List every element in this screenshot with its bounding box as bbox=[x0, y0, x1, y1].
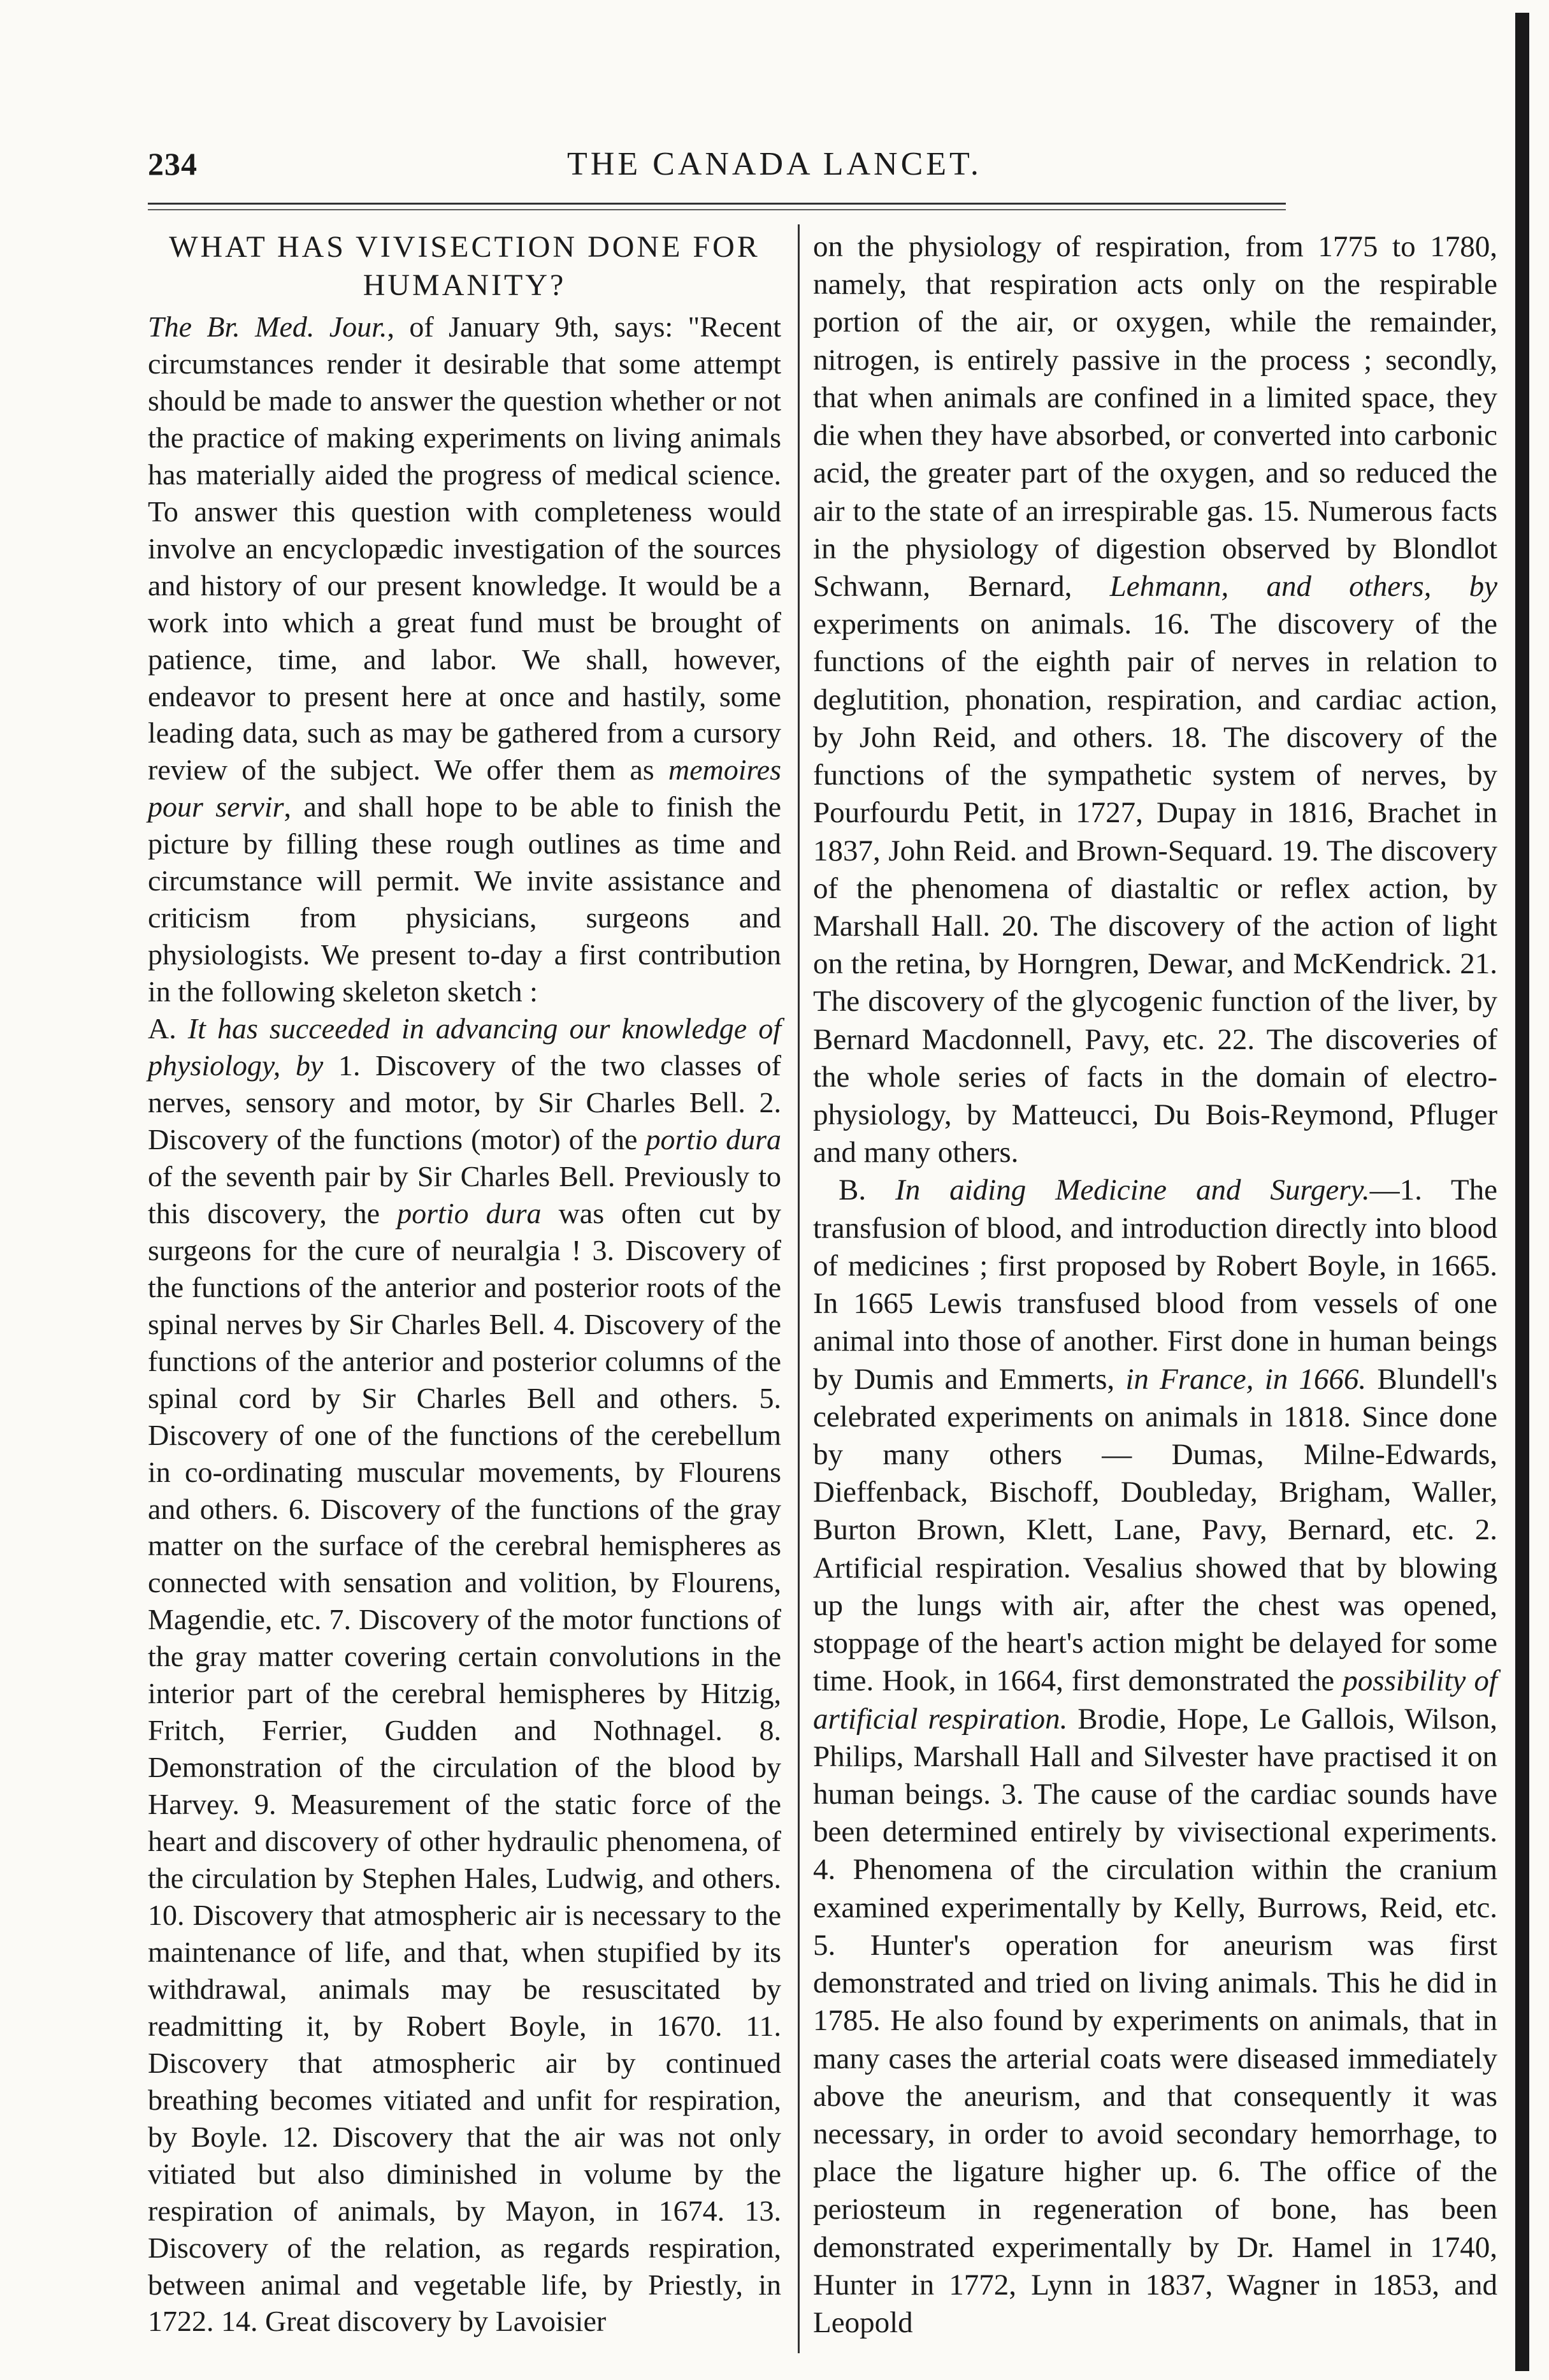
section-a-text: 1. Discovery of the two classes of nerves, sensory and motor, by Sir Charles Bell. 2. Discovery of the functions (motor) of the bbox=[148, 1049, 781, 1156]
section-a-cont-text: on the physiology of respiration, from 1775 to 1780, namely, that respiration acts only on the respirable portion of the air, or oxygen, while the remainder, nitrogen, is entirely passive in the process ; secondly, that when animals are confined in a limited space, they die when they have absorbed, or converted into carbonic acid, the greater part of the oxygen, and so reduced the air to the state of an irrespirable gas. 15. Numerous facts in the physiology of digestion observed by Blondlot Schwann, Bernard, bbox=[813, 230, 1497, 603]
running-head: THE CANADA LANCET. bbox=[567, 146, 982, 182]
section-a-cont-text-2: experiments on animals. 16. The discovery of the functions of the eighth pair of nerves in relation to deglutition, phonation, respiration, and cardiac action, by John Reid, and others. 18. The discovery of the functions of the sympathetic system of nerves, by Pourfourdu Petit, in 1727, Dupay in 1816, Brachet in 1837, John Reid. and Brown-Sequard. 19. The discovery of the phenomena of diastaltic or reflex action, by Marshall Hall. 20. The discovery of the action of light on the retina, by Horngren, Dewar, and McKendrick. 21. The discovery of the glycogenic function of the liver, by Bernard Macdonnell, Pavy, etc. 22. The discoveries of the whole series of facts in the domain of electro-physiology, by Matteucci, Du Bois-Reymond, Pfluger and many others. bbox=[813, 607, 1497, 1170]
portio-dura-term: portio dura bbox=[645, 1122, 781, 1156]
portio-dura-term-2: portio dura bbox=[397, 1196, 542, 1230]
lehmann-italic: Lehmann, and others, by bbox=[1109, 569, 1497, 603]
article-title: WHAT HAS VIVISECTION DONE FOR HUMANITY? bbox=[169, 230, 760, 302]
column-divider bbox=[798, 224, 800, 2353]
section-a-text-2: of the seventh pair by Sir Charles Bell. Previously to this discovery, the bbox=[148, 1159, 781, 1230]
article-intro bbox=[148, 308, 781, 1010]
section-b-text-2: Blundell's celebrated experiments on animals in 1818. Since done by many others — Dumas, Milne-Edwards, Dieffenback, Bischoff, Doubleday, Brigham, Waller, Burton Brown, Klett, Lane, Pavy, Bernard, etc. 2. Artificial respiration. Vesalius showed that by blowing up the lungs with air, after the chest was opened, stoppage of the heart's action might be delayed for some time. Hook, in 1664, first demonstrated the bbox=[813, 1362, 1497, 1698]
section-a bbox=[148, 1010, 781, 2340]
page-edge-shadow bbox=[1515, 13, 1529, 2371]
section-b-heading: In aiding Medicine and Surgery. bbox=[895, 1173, 1370, 1207]
in-france-italic: in France, in 1666. bbox=[1125, 1362, 1367, 1396]
section-b-text-3: Brodie, Hope, Le Gallois, Wilson, Philips, Marshall Hall and Silvester have practised it on human beings. 3. The cause of the cardiac sounds have been determined entirely by vivisectional experiments. 4. Phenomena of the circulation within the cranium examined experimentally by Kelly, Burrows, Reid, etc. 5. Hunter's operation for aneurism was first demonstrated and tried on living animals. This he did in 1785. He also found by experiments on animals, that in many cases the arterial coats were diseased immediately above the aneurism, and that consequently it was necessary, in order to avoid secondary hemorrhage, to place the ligature higher up. 6. The office of the periosteum in regeneration of bone, has been demonstrated experimentally by Dr. Hamel in 1740, Hunter in 1772, Lynn in 1837, Wagner in 1853, and Leopold bbox=[813, 1702, 1497, 2340]
section-b-label: B. bbox=[839, 1173, 867, 1207]
section-a-continued bbox=[813, 228, 1497, 1172]
section-a-label: A. bbox=[148, 1012, 177, 1045]
section-a-heading: It has succeeded in advancing our knowledge of physiology, by bbox=[148, 1012, 781, 1082]
page-number: 234 bbox=[148, 146, 198, 182]
section-b bbox=[813, 1172, 1497, 2342]
intro-text: , of January 9th, says: "Recent circumstances render it desirable that some attempt should be made to answer the question whether or not the practice of making experiments on living animals has materially aided the progress of medical science. To answer this question with completeness would involve an encyclopædic investigation of the sources and history of our present knowledge. It would be a work into which a great fund must be brought of patience, time, and labor. We shall, however, endeavor to present here at once and hastily, some leading data, such as may be gathered from a cursory review of the subject. We offer them as bbox=[148, 310, 781, 787]
left-column bbox=[148, 228, 781, 2340]
possibility-italic: possibility of artificial respiration. bbox=[813, 1664, 1497, 1736]
section-a-text-3: was often cut by surgeons for the cure of neuralgia ! 3. Discovery of the functions of the anterior and posterior roots of the spinal nerves by Sir Charles Bell. 4. Discovery of the functions of the anterior and posterior columns of the spinal cord by Sir Charles Bell and others. 5. Discovery of one of the functions of the cerebellum in co-ordinating muscular movements, by Flourens and others. 6. Discovery of the functions of the gray matter on the surface of the cerebral hemispheres as connected with sensation and volition, by Flourens, Magendie, etc. 7. Discovery of the motor functions of the gray matter covering certain convolutions in the interior part of the cerebral hemispheres by Hitzig, Fritch, Ferrier, Gudden and Nothnagel. 8. Demonstration of the circulation of the blood by Harvey. 9. Measurement of the static force of the heart and discovery of other hydraulic phenomena, of the circulation by Stephen Hales, Ludwig, and others. 10. Discovery that atmospheric air is necessary to the maintenance of life, and that, when stupified by its withdrawal, animals may be resuscitated by readmitting it, by Robert Boyle, in 1670. 11. Discovery that atmospheric air by continued breathing becomes vitiated and unfit for respiration, by Boyle. 12. Discovery that the air was not only vitiated but also diminished in volume by the respiration of animals, by Mayon, in 1674. 13. Discovery of the relation, as regards respiration, between animal and vegetable life, by Priestly, in 1722. 14. Great discovery by Lavoisier bbox=[148, 1196, 781, 2338]
header-rule bbox=[148, 203, 1286, 205]
section-b-text: —1. The transfusion of blood, and introduction directly into blood of medicines ; first proposed by Robert Boyle, in 1665. In 1665 Lewis transfused blood from vessels of one animal into those of another. First done in human beings by Dumis and Emmerts, bbox=[813, 1173, 1497, 1396]
right-column bbox=[813, 228, 1497, 2342]
intro-italic: memoires pour servir bbox=[148, 753, 781, 824]
intro-end: , and shall hope to be able to finish the picture by filling these rough outlines as time and circumstance will permit. We invite assistance and criticism from physicians, surgeons and physiologists. We present to-day a first contribution in the following skeleton sketch : bbox=[148, 790, 781, 1008]
source-journal: The Br. Med. Jour. bbox=[148, 310, 387, 343]
header-rule-secondary bbox=[148, 209, 1286, 210]
